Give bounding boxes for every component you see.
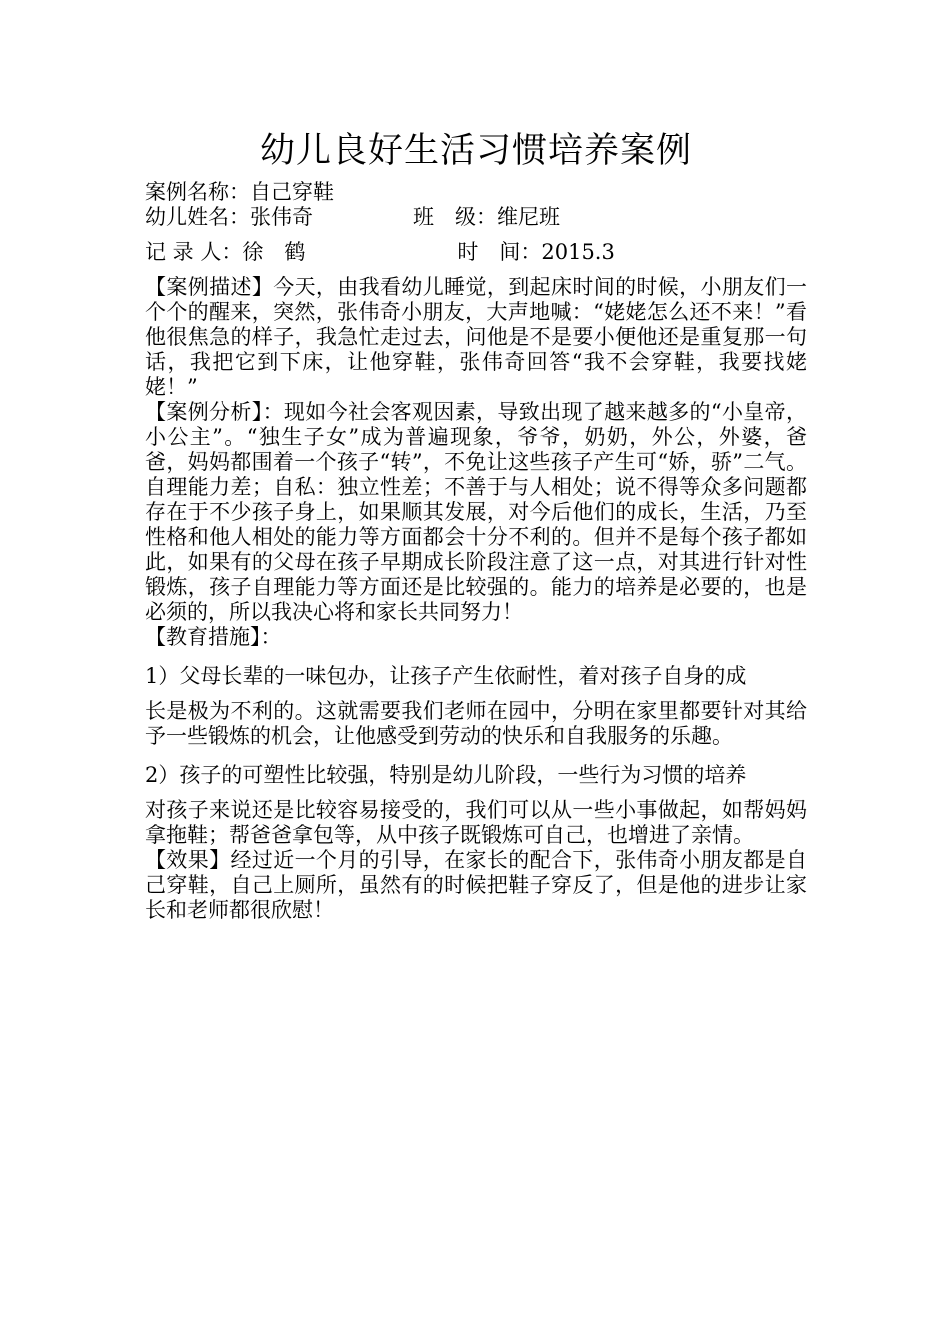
class-name: 班 级：维尼班 (413, 205, 560, 229)
record-info-row (145, 240, 807, 265)
case-description: 【案例描述】今天，由我看幼儿睡觉，到起床时间的时候，小朋友们一个个的醒来，突然，张伟奇小朋友，大声地喊：“姥姥怎么还不来！”看他很焦急的样子，我急忙走过去，问他是不是要小便他还是重复那一句话，我把它到下床，让他穿鞋，张伟奇回答“我不会穿鞋，我要找姥姥！” (145, 275, 807, 399)
record-time: 时 间：2015.3 (457, 240, 615, 264)
case-analysis: 【案例分析】：现如今社会客观因素，导致出现了越来越多的“小皇帝，小公主”。“独生子女”成为普遍现象，爷爷，奶奶，外公，外婆，爸爸，妈妈都围着一个孩子“转”，不免让这些孩子产生可“娇，骄”二气。自理能力差；自私：独立性差；不善于与人相处；说不得等众多问题都存在于不少孩子身上，如果顺其发展，对今后他们的成长，生活，乃至性格和他人相处的能力等方面都会十分不利的。但并不是每个孩子都如此，如果有的父母在孩子早期成长阶段注意了这一点，对其进行针对性锻炼，孩子自理能力等方面还是比较强的。能力的培养是必要的，也是必须的，所以我决心将和家长共同努力！ (145, 400, 807, 624)
measure-1-rest: 长是极为不利的。这就需要我们老师在园中，分明在家里都要针对其给予一些锻炼的机会，让他感受到劳动的快乐和自我服务的乐趣。 (145, 699, 807, 748)
case-name: 案例名称：自己穿鞋 (145, 180, 334, 204)
measures-heading: 【教育措施】： (145, 625, 282, 649)
measure-2-first-line: 2）孩子的可塑性比较强，特别是幼儿阶段，一些行为习惯的培养 (145, 763, 747, 787)
recorder: 记 录 人：徐 鹤 (145, 240, 306, 264)
document-page (145, 128, 807, 923)
child-name: 幼儿姓名：张伟奇 (145, 205, 313, 229)
child-info-row (145, 205, 807, 230)
measure-1-first-line: 1）父母长辈的一味包办，让孩子产生依耐性，着对孩子自身的成 (145, 664, 747, 688)
case-effect: 【效果】经过近一个月的引导，在家长的配合下，张伟奇小朋友都是自己穿鞋，自己上厕所，虽然有的时候把鞋子穿反了，但是他的进步让家长和老师都很欣慰！ (145, 848, 807, 922)
page-title: 幼儿良好生活习惯培养案例 (259, 131, 692, 171)
measure-2-rest: 对孩子来说还是比较容易接受的，我们可以从一些小事做起，如帮妈妈拿拖鞋；帮爸爸拿包等，从中孩子既锻炼可自己，也增进了亲情。 (145, 798, 807, 847)
